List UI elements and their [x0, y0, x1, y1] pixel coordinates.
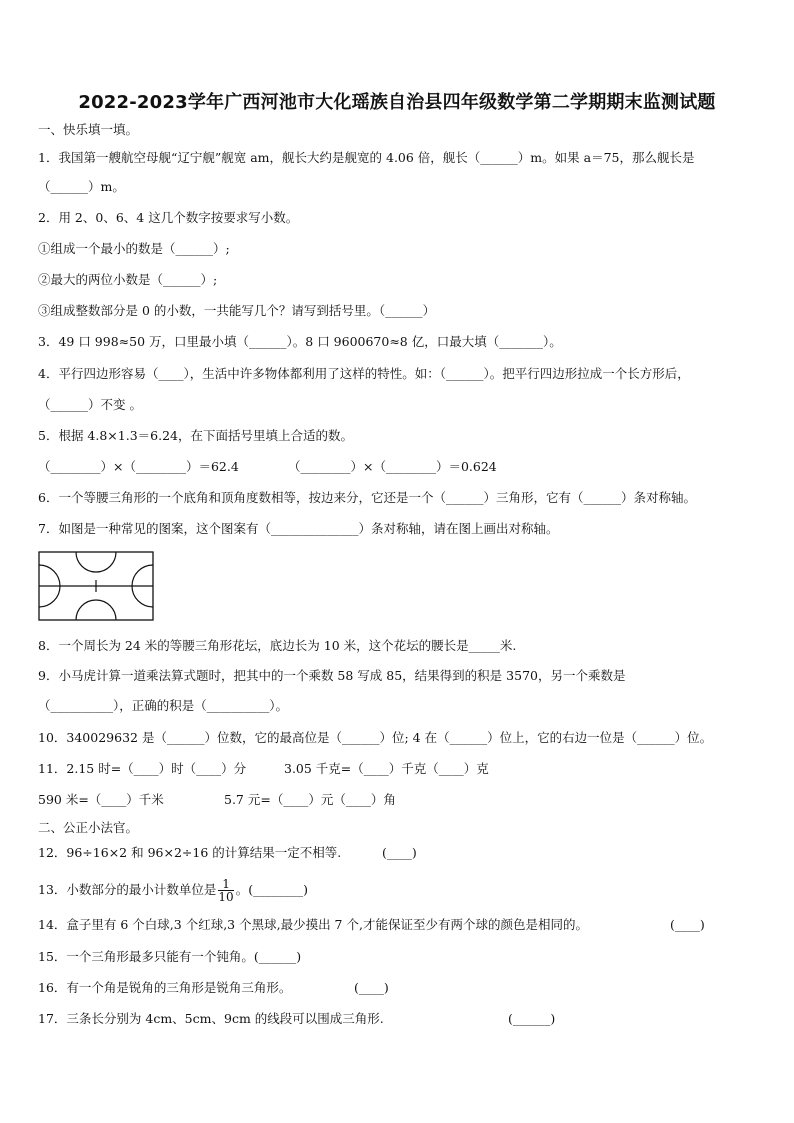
question-9-line-1: 9．小马虎计算一道乘法算式题时，把其中的一个乘数 58 写成 85，结果得到的积是 3570，另一个乘数是	[38, 668, 626, 683]
question-14-answer: (____)	[670, 917, 705, 932]
question-2-part-2: ②最大的两位小数是（______）;	[38, 272, 218, 287]
question-7: 7．如图是一种常见的图案，这个图案有（______________）条对称轴，请在图上画出对称轴。	[38, 521, 559, 536]
question-8: 8．一个周长为 24 米的等腰三角形花坛，底边长为 10 米，这个花坛的腰长是_____米.	[38, 638, 517, 653]
fraction-one-tenth	[218, 878, 233, 903]
question-4-line-1: 4．平行四边形容易（____），生活中许多物体都利用了这样的特性。如：（______）。把平行四边形拉成一个长方形后，	[38, 366, 690, 381]
question-6: 6．一个等腰三角形的一个底角和顶角度数相等，按边来分，它还是一个（______）三角形，它有（______）条对称轴。	[38, 490, 696, 505]
section-heading-2: 二、公正小法官。	[38, 820, 139, 835]
fraction-denominator: 10	[218, 890, 234, 904]
question-12-answer: (____)	[382, 845, 417, 860]
question-1-line-1: 1．我国第一艘航空母舰“辽宁舰”舰宽 am，舰长大约是舰宽的 4.06 倍，舰长（______）m。如果 a＝75，那么舰长是	[38, 150, 695, 165]
question-15: 15．一个三角形最多只能有一个钝角。(______)	[38, 949, 302, 964]
question-16: 16．有一个角是锐角的三角形是锐角三角形。	[38, 980, 292, 995]
question-11-part-2: 3.05 千克=（____）千克（____）克	[284, 761, 489, 776]
question-9-line-2: （__________），正确的积是（__________）。	[38, 698, 289, 713]
question-13-text: 13．小数部分的最小计数单位是	[38, 882, 217, 897]
question-13	[38, 878, 308, 903]
fraction-numerator: 1	[218, 878, 233, 891]
question-1-line-2: （______）m。	[38, 179, 125, 194]
question-11-part-3: 590 米=（____）千米	[38, 792, 164, 807]
question-5-blank-2: （________）×（________）＝0.624	[288, 459, 497, 474]
question-5-blank-1: （________）×（________）＝62.4	[38, 459, 239, 474]
question-13-answer: 。(________)	[235, 882, 308, 897]
section-heading-1: 一、快乐填一填。	[38, 122, 139, 137]
question-14: 14．盒子里有 6 个白球,3 个红球,3 个黑球,最少摸出 7 个,才能保证至少有两个球的颜色是相同的。	[38, 917, 588, 932]
question-3: 3．49 口 998≈50 万，口里最小填（______）。8 口 9600670≈8 亿，口最大填（_______）。	[38, 334, 562, 349]
question-17-answer: (______)	[508, 1011, 556, 1026]
question-2-part-1: ①组成一个最小的数是（______）;	[38, 241, 230, 256]
question-10: 10．340029632 是（______）位数，它的最高位是（______）位; 4 在（______）位上，它的右边一位是（______）位。	[38, 730, 713, 745]
question-2: 2．用 2、0、6、4 这几个数字按要求写小数。	[38, 210, 299, 225]
page-title: 2022-2023学年广西河池市大化瑶族自治县四年级数学第二学期期末监测试题	[78, 92, 716, 113]
question-4-line-2: （______）不变 。	[38, 397, 142, 412]
question-16-answer: (____)	[354, 980, 389, 995]
question-5: 5．根据 4.8×1.3＝6.24，在下面括号里填上合适的数。	[38, 428, 353, 443]
question-17: 17．三条长分别为 4cm、5cm、9cm 的线段可以围成三角形.	[38, 1011, 384, 1026]
question-11-part-4: 5.7 元=（____）元（____）角	[224, 792, 396, 807]
question-11-part-1: 11．2.15 时=（____）时（____）分	[38, 761, 247, 776]
symmetry-pattern-figure	[38, 551, 154, 621]
question-2-part-3: ③组成整数部分是 0 的小数，一共能写几个？请写到括号里。（______）	[38, 303, 436, 318]
question-12: 12．96÷16×2 和 96×2÷16 的计算结果一定不相等.	[38, 845, 342, 860]
